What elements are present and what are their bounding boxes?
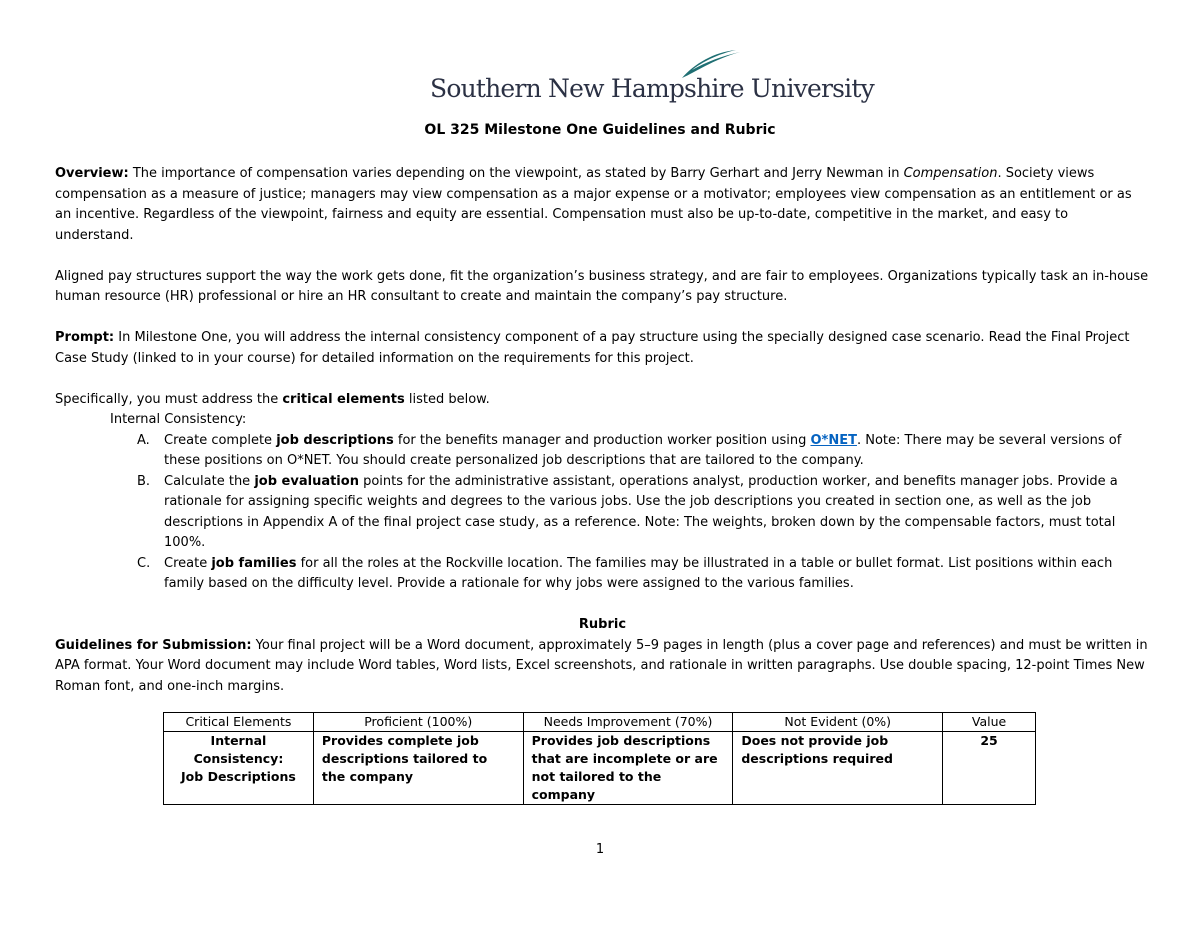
prompt-paragraph: Prompt: In Milestone One, you will address the internal consistency component of a pay structure using the specially designed case scenario. Read the Final Project Case Study (linked to in your course) for detailed information on the requirements for this project. — [55, 330, 1130, 366]
column-header: Needs Improvement (70%) — [523, 713, 733, 732]
list-item: B. Calculate the job evaluation points for the administrative assistant, operations analyst, production worker, and benefits manager jobs. Provide a rationale for assigning specific weights and degrees to the various jobs. Use the job descriptions you created in section one, as well as the job descriptions in Appendix A of the final project case study, as a reference. Note: The weights, broken down by the compensable factors, must total 100%. — [137, 473, 1118, 550]
list-item: C. Create job families for all the roles at the Rockville location. The families may be illustrated in a table or bullet format. List positions within each family based on the difficulty level. Provide a rationale for why jobs were assigned to the various families. — [137, 555, 1113, 591]
onet-link[interactable]: O*NET — [810, 432, 857, 448]
critical-element-cell: Internal Consistency: Job Descriptions — [164, 732, 314, 805]
specifically-line: Specifically, you must address the critical elements listed below. — [55, 391, 490, 407]
list-item: A. Create complete job descriptions for the benefits manager and production worker position using O*NET. Note: There may be several versions of these positions on O*NET. You should create personalized job descriptions that are tailored to the company. — [137, 432, 1122, 468]
list-marker: A. — [137, 432, 150, 448]
column-header: Value — [943, 713, 1036, 732]
book-title: Compensation — [903, 166, 998, 181]
table-row — [164, 732, 1036, 805]
list-marker: B. — [137, 473, 151, 489]
section-heading: Internal Consistency: — [110, 412, 247, 427]
rubric-heading: Rubric — [578, 617, 627, 632]
guidelines-paragraph: Guidelines for Submission: Your final project will be a Word document, approximately 5–9 pages in length (plus a cover page and references) and must be written in APA format. Your Word document may include Word tables, Word lists, Excel screenshots, and rationale in written paragraphs. Use double spacing, 12-point Times New Roman font, and one-inch margins. — [55, 637, 1148, 694]
column-header: Critical Elements — [164, 713, 314, 732]
document-body — [55, 164, 1150, 718]
overview-label: Overview: — [55, 166, 129, 181]
not-evident-cell: Does not provide job descriptions required — [733, 732, 943, 805]
table-header-row — [164, 713, 1036, 732]
value-cell: 25 — [943, 732, 1036, 805]
logo-wordmark: Southern New Hampshire University — [430, 74, 874, 103]
needs-improvement-cell: Provides job descriptions that are incomplete or are not tailored to the company — [523, 732, 733, 805]
column-header: Proficient (100%) — [313, 713, 523, 732]
critical-elements-list — [55, 431, 1150, 595]
column-header: Not Evident (0%) — [733, 713, 943, 732]
document-title: OL 325 Milestone One Guidelines and Rubric — [424, 122, 776, 138]
list-marker: C. — [137, 555, 151, 571]
page-number: 1 — [595, 842, 605, 857]
university-logo — [430, 50, 874, 108]
aligned-paragraph: Aligned pay structures support the way the work gets done, fit the organization’s business strategy, and are fair to employees. Organizations typically task an in-house human resource (HR) professional or hire an HR consultant to create and maintain the company’s pay structure. — [55, 268, 1149, 304]
guidelines-label: Guidelines for Submission: — [55, 637, 252, 653]
overview-paragraph: Overview: The importance of compensation varies depending on the viewpoint, as stated by Barry Gerhart and Jerry Newman in Compensation. Society views compensation as a measure of justice; managers may view compensation as a major expense or a motivator; employees view compensation as an entitlement or as an incentive. Regardless of the viewpoint, fairness and equity are essential. Compensation must also be up-to-date, competitive in the market, and easy to understand. — [55, 166, 1132, 243]
proficient-cell: Provides complete job descriptions tailored to the company — [313, 732, 523, 805]
prompt-label: Prompt: — [55, 330, 115, 345]
rubric-table — [163, 712, 1036, 805]
